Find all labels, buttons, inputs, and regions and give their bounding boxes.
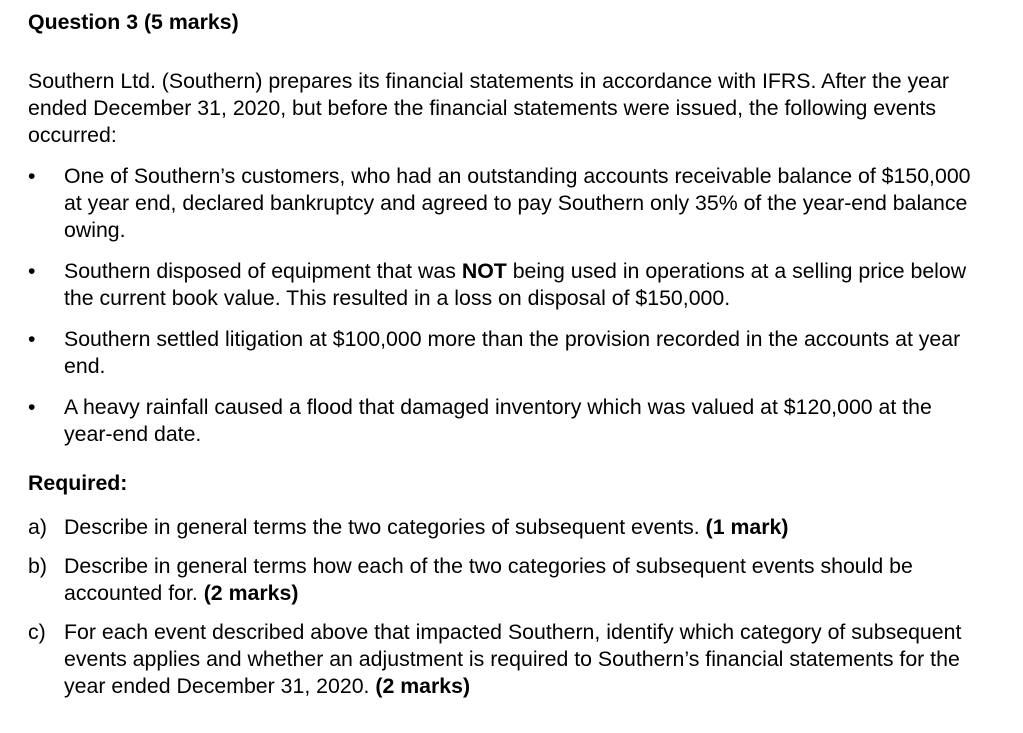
events-list <box>28 163 1013 448</box>
intro-paragraph: Southern Ltd. (Southern) prepares its financial statements in accordance with IFRS. After the year ended December 31, 2020, but before the financial statements were issued, the following events occurred: <box>28 69 949 147</box>
event-text-2-emphasis: NOT <box>461 259 507 283</box>
task-text-a: Describe in general terms the two categories of subsequent events. <box>64 515 706 539</box>
task-marks-a: (1 mark) <box>705 515 789 539</box>
bullet-icon: • <box>28 164 36 188</box>
question-title: Question 3 (5 marks) <box>28 10 239 34</box>
task-marks-c: (2 marks) <box>375 674 471 698</box>
task-item-c <box>28 619 984 700</box>
event-item-4 <box>28 394 984 448</box>
task-marker-a: a) <box>28 515 47 539</box>
task-item-a <box>28 514 984 541</box>
bullet-icon: • <box>28 327 36 351</box>
event-text-2-start: Southern disposed of equipment that was <box>64 259 462 283</box>
required-tasks-list <box>28 514 1013 700</box>
bullet-icon: • <box>28 259 36 283</box>
task-marker-c: c) <box>28 620 46 644</box>
task-text-b: Describe in general terms how each of the two categories of subsequent events should be accounted for. <box>64 554 913 605</box>
bullet-icon: • <box>28 395 36 419</box>
task-text-c: For each event described above that impacted Southern, identify which category of subsequent events applies and whether an adjustment is required to Southern’s financial statements for the year ended December 31, 2020. <box>64 620 962 698</box>
event-text-2-end: being used in operations at a selling price below the current book value. This resulted in a loss on disposal of $150,000. <box>64 259 967 310</box>
required-heading: Required: <box>28 471 128 495</box>
event-text-3: Southern settled litigation at $100,000 more than the provision recorded in the accounts at year end. <box>64 327 961 378</box>
event-item-3 <box>28 326 984 380</box>
task-item-b <box>28 553 984 607</box>
task-marks-b: (2 marks) <box>203 581 299 605</box>
task-marker-b: b) <box>28 554 47 578</box>
document-page <box>28 6 1013 712</box>
event-text-1: One of Southern’s customers, who had an outstanding accounts receivable balance of $150,000 at year end, declared bankruptcy and agreed to pay Southern only 35% of the year-end balance owing. <box>64 164 971 242</box>
event-item-2 <box>28 258 984 312</box>
event-text-4: A heavy rainfall caused a flood that damaged inventory which was valued at $120,000 at the year-end date. <box>64 395 932 446</box>
event-item-1 <box>28 163 984 244</box>
